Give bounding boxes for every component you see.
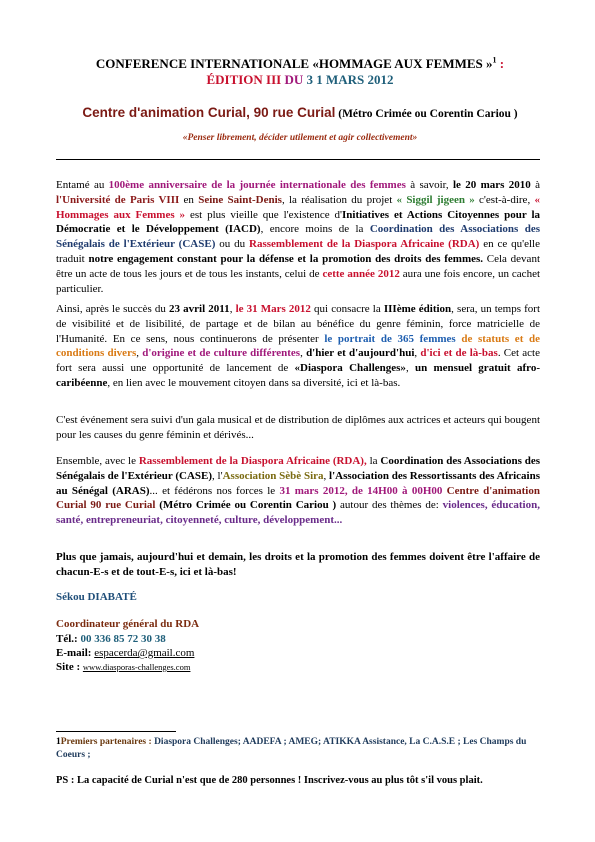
text: , — [229, 303, 236, 315]
text: , l' — [212, 469, 223, 482]
text: , — [136, 347, 143, 360]
text: , — [300, 347, 307, 360]
text: en — [179, 193, 199, 206]
text: le 31 Mars 2012 — [235, 303, 311, 315]
text: 23 avril 2011 — [169, 303, 230, 315]
title-text: CONFERENCE INTERNATIONALE «HOMMAGE AUX FEMMES » — [95, 56, 493, 71]
text: Initiatives et Actions Citoyennes pour la Démocratie et le Développement (IACD) — [56, 208, 541, 236]
paragraph-partners — [56, 454, 540, 528]
edition-label: ÉDITION III — [206, 72, 285, 87]
footnote-rule — [56, 731, 176, 732]
text: autour des thèmes de: — [336, 499, 443, 512]
text: , encore moins de la — [260, 223, 370, 236]
text: un mensuel gratuit afro-caribéenne — [56, 362, 540, 389]
signatory-name: Sékou DIABATÉ — [56, 591, 137, 603]
divider — [56, 159, 540, 160]
text: 100ème anniversaire de la journée internationale des femmes — [108, 179, 406, 191]
signatory-role: Coordinateur général du RDA — [56, 618, 200, 630]
text: . Cet acte fort sera aussi une opportunité de lancement de — [56, 347, 540, 375]
text: Coordination des Associations des Sénégalais de l'Extérieur (CASE) — [56, 223, 540, 251]
text: ... et fédérons nos forces le — [149, 484, 280, 497]
phone-number: 00 336 85 72 30 38 — [80, 633, 166, 645]
text: , sera, un temps fort de visibilité et de lisibilité, de partage et de bilan au bénéfice du genre féminin, force matricielle de l'Humanité. En ce sens, nous continuerons de présenter — [56, 303, 541, 345]
venue-line — [40, 105, 560, 121]
text: Seine Saint-Denis — [198, 193, 282, 206]
text: , en lien avec le mouvement citoyen dans sa diversité, ici et là-bas. — [107, 376, 401, 389]
phone-line — [56, 633, 166, 645]
footnote — [56, 736, 542, 762]
postscript: PS : La capacité de Curial n'est que de 280 personnes ! Inscrivez-vous au plus tôt s'il vous plait. — [56, 775, 483, 786]
paragraph-intro — [56, 178, 540, 296]
edition-date: 3 1 MARS 2012 — [303, 72, 394, 87]
text: aura une fois encore, un cachet particulier. — [56, 267, 541, 295]
text: Entamé au — [56, 179, 109, 191]
site-link[interactable]: www.diasporas-challenges.com — [82, 662, 191, 672]
text: qui consacre la — [310, 303, 384, 315]
text: ou du — [215, 238, 250, 251]
text: cette année 2012 — [322, 267, 400, 280]
title-colon: : — [496, 56, 505, 71]
text: d'ici et de là-bas — [420, 347, 498, 360]
text: Rassemblement de la Diaspora Africaine (RDA) — [249, 238, 480, 251]
text: l'Association des Ressortissants des Africains au Sénégal (ARAS) — [56, 469, 541, 497]
phone-label: Tél.: — [56, 633, 81, 645]
paragraph-edition — [56, 302, 540, 391]
text: est plus vieille que l'existence d' — [185, 208, 342, 221]
text: Ainsi, après le succès du — [56, 303, 170, 315]
text: le portrait de 365 femmes — [324, 332, 456, 345]
text: notre engagement constant pour la défense et la promotion des droits des femmes. — [88, 252, 484, 265]
paragraph-gala: C'est événement sera suivi d'un gala musical et de distribution de diplômes aux actrices et acteurs qui bougent pour les causes du genre féminin et dérivés... — [56, 414, 540, 441]
text: en ce qu'elle traduit — [56, 238, 540, 265]
text: la — [366, 455, 381, 467]
venue-name: Centre d'animation Curial, 90 rue Curial — [82, 105, 336, 120]
text: l'Université de Paris VIII — [56, 193, 180, 206]
footnote-ref: 1 — [492, 55, 497, 65]
text: Coordination des Associations des Sénégalais de l'Extérieur (CASE) — [56, 455, 540, 482]
footnote-text: Diaspora Challenges; AADEFA ; AMEG; ATIKKA Assistance, La C.A.S.E ; Les Champs du Coeurs ; — [56, 737, 527, 760]
text: , la réalisation du projet — [281, 193, 397, 206]
edition-title — [40, 72, 560, 88]
paragraph-conclusion: Plus que jamais, aujourd'hui et demain, les droits et la promotion des femmes doivent être l'affaire de chacun-E-s et de tout-E-s, ici et là-bas! — [56, 551, 540, 578]
text: à savoir, — [405, 179, 453, 191]
text: (Métro Crimée ou Corentin Cariou ) — [155, 499, 337, 512]
text: le 20 mars 2010 — [452, 179, 531, 191]
footnote-label: Premiers partenaires : — [60, 737, 155, 747]
site-label: Site : — [56, 661, 83, 673]
text: , — [405, 362, 415, 375]
text: à — [530, 179, 541, 191]
email-link[interactable]: espacerda@gmail.com — [94, 647, 195, 659]
footnote-number: 1 — [56, 737, 61, 747]
conference-title — [40, 56, 560, 72]
text: , — [414, 347, 421, 360]
venue-metro: (Métro Crimée ou Corentin Cariou ) — [335, 108, 518, 120]
email-line — [56, 647, 194, 659]
text: Association Sèbè Sira — [222, 469, 324, 482]
text: d'origine et de culture différentes — [142, 347, 301, 360]
text: IIIème édition — [383, 303, 452, 315]
email-label: E-mail: — [56, 647, 95, 659]
text: d'hier et d'aujourd'hui — [306, 347, 415, 360]
text: «Diaspora Challenges» — [294, 362, 406, 375]
text: 31 mars 2012, de 14H00 à 00H00 — [279, 484, 443, 497]
text: Cela devant être un acte de tous les jours et de tous les instants, celui de — [56, 252, 540, 280]
text: c'est-à-dire, — [474, 193, 535, 206]
edition-du: DU — [284, 72, 304, 87]
text: Ensemble, avec le — [56, 455, 139, 467]
text: violences, éducation, santé, entrepreneuriat, citoyenneté, culture, développement... — [56, 499, 540, 527]
text: Rassemblement de la Diaspora Africaine (RDA), — [138, 455, 367, 467]
site-line — [56, 661, 190, 673]
motto: «Penser librement, décider utilement et agir collectivement» — [182, 133, 418, 143]
text: de statuts et de conditions divers — [56, 332, 541, 360]
text: « Hommages aux Femmes » — [56, 193, 540, 221]
text: « Siggil jigeen » — [396, 193, 475, 206]
text: Centre d'animation Curial 90 rue Curial — [56, 484, 540, 512]
text: , — [323, 469, 330, 482]
